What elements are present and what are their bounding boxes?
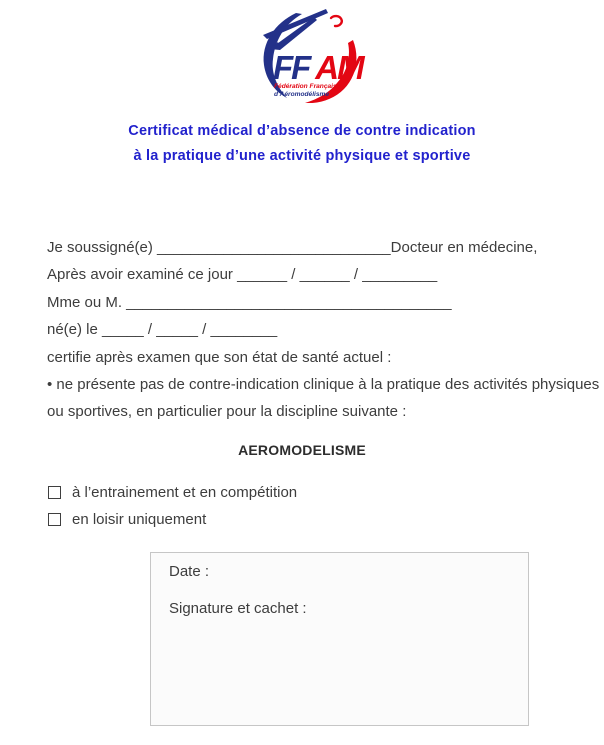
practice-options	[48, 479, 297, 533]
checkbox-leisure-label: en loisir uniquement	[72, 511, 207, 528]
logo-acronym-am: AM	[315, 49, 363, 86]
logo-acronym	[273, 49, 366, 86]
line-exam-date: Après avoir examiné ce jour ______ / ______ / _________	[47, 266, 438, 284]
ffam-logo	[252, 4, 366, 103]
logo-subtitle-line1: Fédération Française	[274, 83, 341, 90]
checkbox-competition[interactable]	[48, 486, 61, 499]
line-discipline-intro: ou sportives, en particulier pour la discipline suivante :	[47, 403, 407, 421]
document-title	[0, 119, 604, 169]
logo-subtitle-line2: d'Aéromodélisme	[274, 91, 330, 98]
line-doctor-name: Je soussigné(e) ____________________________Docteur en médecine,	[47, 239, 538, 256]
signature-label: Signature et cachet :	[169, 600, 307, 617]
document-title-line1: Certificat médical d’absence de contre indication	[128, 123, 476, 139]
line-certify-statement: certifie après examen que son état de santé actuel :	[47, 348, 392, 366]
checkbox-competition-label: à l’entrainement et en compétition	[72, 484, 298, 501]
logo-acronym-ff: FF	[273, 49, 310, 86]
ffam-logo-graphic	[252, 4, 366, 103]
line-patient-name: Mme ou M. _______________________________________	[47, 293, 452, 311]
checkbox-leisure[interactable]	[48, 513, 61, 526]
propeller-swirl-icon	[331, 16, 342, 26]
checkbox-row-leisure[interactable]	[48, 506, 297, 533]
line-no-contraindication: • ne présente pas de contre-indication clinique à la pratique des activités physiques	[47, 376, 600, 394]
document-title-line2: à la pratique d’une activité physique et sportive	[133, 148, 471, 164]
discipline-name: AEROMODELISME	[238, 442, 366, 458]
signature-box	[150, 552, 529, 726]
checkbox-row-competition[interactable]	[48, 479, 297, 506]
line-birth-date: né(e) le _____ / _____ / ________	[47, 321, 278, 339]
certificate-body	[47, 234, 600, 426]
date-label: Date :	[169, 563, 210, 580]
